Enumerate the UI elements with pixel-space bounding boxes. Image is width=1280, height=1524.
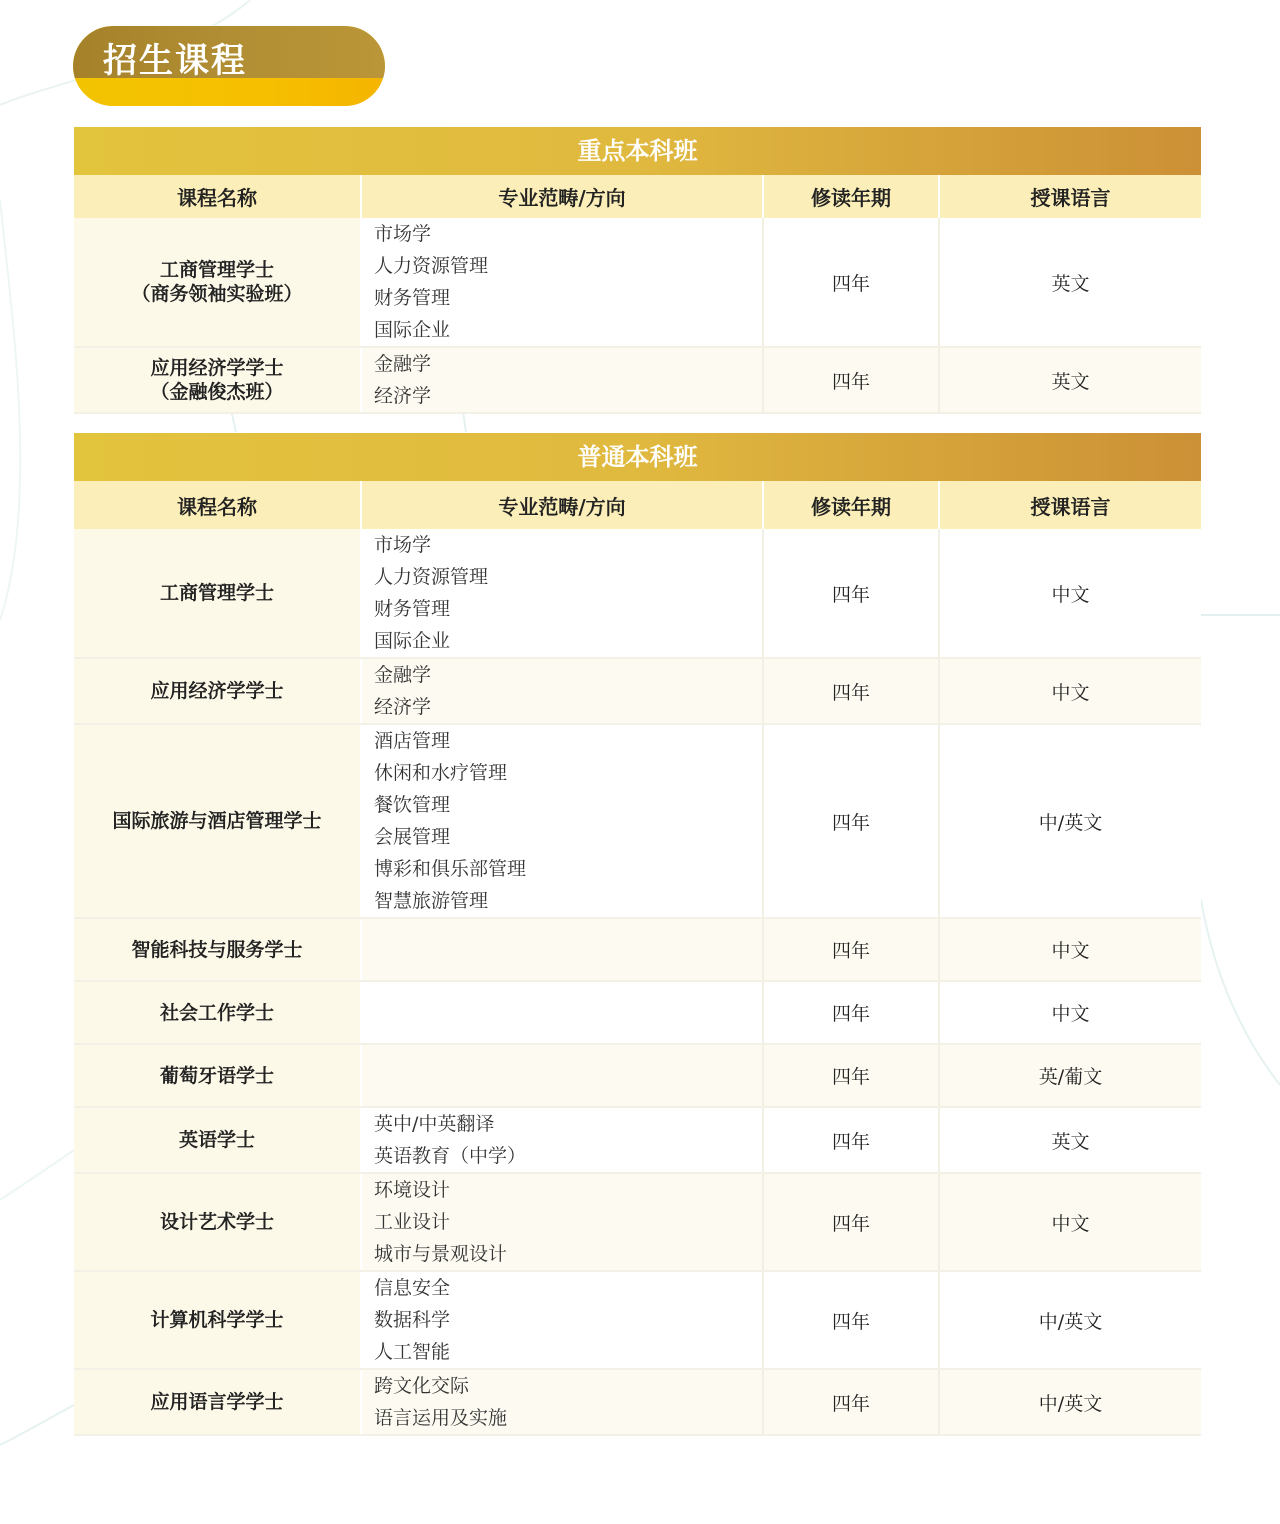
course-name [74,658,361,724]
teaching-language: 中/英文 [939,724,1201,918]
teaching-language: 英文 [939,1107,1201,1173]
section-header: 重点本科班 [74,127,1201,175]
course-name-line: 英语学士 [178,1129,255,1151]
major-item: 市场学 [374,223,432,245]
course-name [74,1044,361,1107]
table-row [74,1271,1201,1369]
teaching-language: 中/英文 [939,1369,1201,1435]
table-row [74,658,1201,724]
key-program-section [74,127,1201,414]
table-row [74,918,1201,981]
table-header-row [74,175,1201,218]
study-years: 四年 [763,1173,939,1271]
major-list [361,1271,763,1369]
header-course-name: 课程名称 [74,481,361,529]
header-language: 授课语言 [939,175,1201,218]
course-name-line: 智能科技与服务学士 [131,938,303,961]
study-years: 四年 [763,529,939,658]
course-name [74,1369,361,1435]
table-row [74,347,1201,413]
major-item: 环境设计 [374,1179,451,1201]
teaching-language: 英文 [939,347,1201,413]
major-item: 休闲和水疗管理 [374,762,508,784]
table-row [74,218,1201,347]
header-major: 专业范畴/方向 [361,175,763,218]
course-name [74,1271,361,1369]
major-item: 智慧旅游管理 [374,890,489,912]
major-item: 经济学 [374,385,432,407]
header-years: 修读年期 [763,175,939,218]
page-title: 招生课程 [103,41,247,81]
teaching-language: 中文 [939,529,1201,658]
major-list [361,1107,763,1173]
major-item: 金融学 [374,664,432,686]
major-list [361,529,763,658]
study-years: 四年 [763,981,939,1044]
major-list [361,347,763,413]
table-row [74,724,1201,918]
major-item: 会展管理 [374,826,451,848]
major-item: 财务管理 [374,598,451,620]
major-item: 工业设计 [374,1211,451,1233]
major-item: 经济学 [374,696,432,718]
study-years: 四年 [763,918,939,981]
table-row [74,981,1201,1044]
teaching-language: 中文 [939,918,1201,981]
major-list [361,218,763,347]
major-list [361,981,763,1044]
study-years: 四年 [763,347,939,413]
course-name-line: 社会工作学士 [159,1001,274,1024]
course-name [74,218,361,347]
course-name-line: 设计艺术学士 [159,1211,274,1233]
teaching-language: 英/葡文 [939,1044,1201,1107]
major-list [361,1369,763,1435]
study-years: 四年 [763,1369,939,1435]
course-name [74,1107,361,1173]
major-item: 国际企业 [374,630,451,652]
header-years: 修读年期 [763,481,939,529]
major-list [361,1173,763,1271]
study-years: 四年 [763,724,939,918]
header-language: 授课语言 [939,481,1201,529]
course-name-line: 应用语言学学士 [150,1391,284,1413]
course-name-line: （金融俊杰班） [150,381,284,403]
major-item: 博彩和俱乐部管理 [374,858,527,880]
major-list [361,1044,763,1107]
course-name [74,981,361,1044]
study-years: 四年 [763,218,939,347]
course-name [74,347,361,413]
major-item: 人力资源管理 [374,255,489,277]
teaching-language: 中文 [939,1173,1201,1271]
study-years: 四年 [763,1044,939,1107]
course-name [74,1173,361,1271]
major-item: 数据科学 [374,1309,451,1331]
major-item: 跨文化交际 [374,1375,470,1397]
major-item: 国际企业 [374,319,451,341]
teaching-language: 中/英文 [939,1271,1201,1369]
course-name-line: 工商管理学士 [159,582,274,604]
section-title-badge [73,26,385,106]
course-name-line: 应用经济学学士 [150,680,284,702]
study-years: 四年 [763,658,939,724]
major-list [361,918,763,981]
program-table [74,481,1201,1436]
regular-program-section [74,433,1201,1436]
major-item: 信息安全 [374,1277,451,1299]
teaching-language: 英文 [939,218,1201,347]
course-name-line: 工商管理学士 [159,259,274,281]
course-name [74,918,361,981]
major-item: 酒店管理 [374,730,451,752]
course-name-line: （商务领袖实验班） [131,283,303,305]
major-item: 人工智能 [374,1341,451,1363]
header-major: 专业范畴/方向 [361,481,763,529]
course-name [74,724,361,918]
major-item: 英中/中英翻译 [374,1113,495,1135]
table-row [74,1173,1201,1271]
course-name-line: 应用经济学学士 [150,357,284,379]
table-row [74,1107,1201,1173]
major-item: 语言运用及实施 [374,1407,508,1429]
major-item: 市场学 [374,534,432,556]
major-item: 餐饮管理 [374,794,451,816]
major-item: 人力资源管理 [374,566,489,588]
table-row [74,1369,1201,1435]
table-row [74,1044,1201,1107]
course-name-line: 国际旅游与酒店管理学士 [112,810,322,832]
major-list [361,658,763,724]
study-years: 四年 [763,1271,939,1369]
major-item: 金融学 [374,353,432,375]
program-table [74,175,1201,414]
teaching-language: 中文 [939,658,1201,724]
major-list [361,724,763,918]
major-item: 英语教育（中学） [374,1145,527,1167]
major-item: 城市与景观设计 [374,1243,508,1265]
course-name-line: 计算机科学学士 [150,1309,284,1331]
header-course-name: 课程名称 [74,175,361,218]
table-row [74,529,1201,658]
teaching-language: 中文 [939,981,1201,1044]
section-header: 普通本科班 [74,433,1201,481]
study-years: 四年 [763,1107,939,1173]
major-item: 财务管理 [374,287,451,309]
course-name [74,529,361,658]
table-header-row [74,481,1201,529]
course-name-line: 葡萄牙语学士 [159,1064,274,1087]
